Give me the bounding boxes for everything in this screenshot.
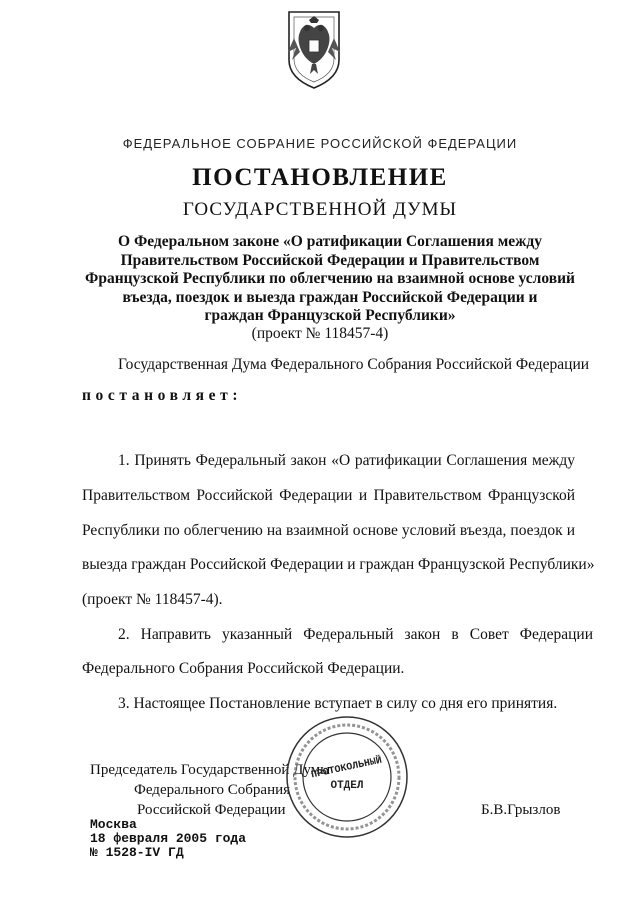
signer-position-line: Председатель Государственной Думы (90, 762, 331, 778)
item-1-line: Республики по облегчению на взаимной основе условий въезда, поездок и (82, 522, 575, 539)
item-2-line: Федерального Собрания Российской Федерации. (82, 660, 405, 677)
footer-number: № 1528-IV ГД (90, 845, 184, 860)
round-seal-stamp-icon (284, 714, 410, 840)
item-1-line: Правительством Российской Федерации и Правительством Французской (82, 487, 575, 504)
organization-header: ФЕДЕРАЛЬНОЕ СОБРАНИЕ РОССИЙСКОЙ ФЕДЕРАЦИИ (122, 136, 518, 151)
footer-city: Москва (90, 817, 137, 832)
signer-position-line: Российской Федерации (137, 802, 286, 818)
svg-text:ОТДЕЛ: ОТДЕЛ (330, 780, 364, 792)
law-title-line: Французской Республики по облегчению на взаимной основе условий (85, 270, 575, 287)
law-title-line: граждан Французской Республики» (204, 307, 456, 324)
preamble: Государственная Дума Федерального Собрания Российской Федерации (118, 356, 590, 373)
signer-name: Б.В.Грызлов (481, 802, 561, 818)
item-1-line: 1. Принять Федеральный закон «О ратификации Соглашения между (118, 452, 575, 469)
item-1-line: (проект № 118457-4). (82, 591, 223, 608)
item-2-line: 2. Направить указанный Федеральный закон в Совет Федерации (118, 626, 593, 643)
law-title (60, 233, 600, 326)
coat-of-arms-icon (284, 8, 344, 90)
project-number: (проект № 118457-4) (251, 325, 389, 342)
signer-position-line: Федерального Собрания (134, 782, 291, 798)
decree-word: постановляет: (82, 387, 243, 404)
svg-text:ПРОТОКОЛЬНЫЙ: ПРОТОКОЛЬНЫЙ (310, 755, 384, 782)
item-3-line: 3. Настоящее Постановление вступает в силу со дня его принятия. (118, 695, 558, 712)
document-type-title: ПОСТАНОВЛЕНИЕ (192, 164, 448, 191)
footer-date: 18 февраля 2005 года (90, 831, 247, 846)
item-1-line: выезда граждан Российской Федерации и граждан Французской Республики» (82, 556, 595, 573)
law-title-line: О Федеральном законе «О ратификации Соглашения между (118, 233, 542, 250)
law-title-line: въезда, поездок и выезда граждан Российской Федерации и (122, 288, 538, 306)
issuer-subtitle: ГОСУДАРСТВЕННОЙ ДУМЫ (182, 199, 458, 220)
law-title-line: Правительством Российской Федерации и Правительством (120, 251, 540, 269)
